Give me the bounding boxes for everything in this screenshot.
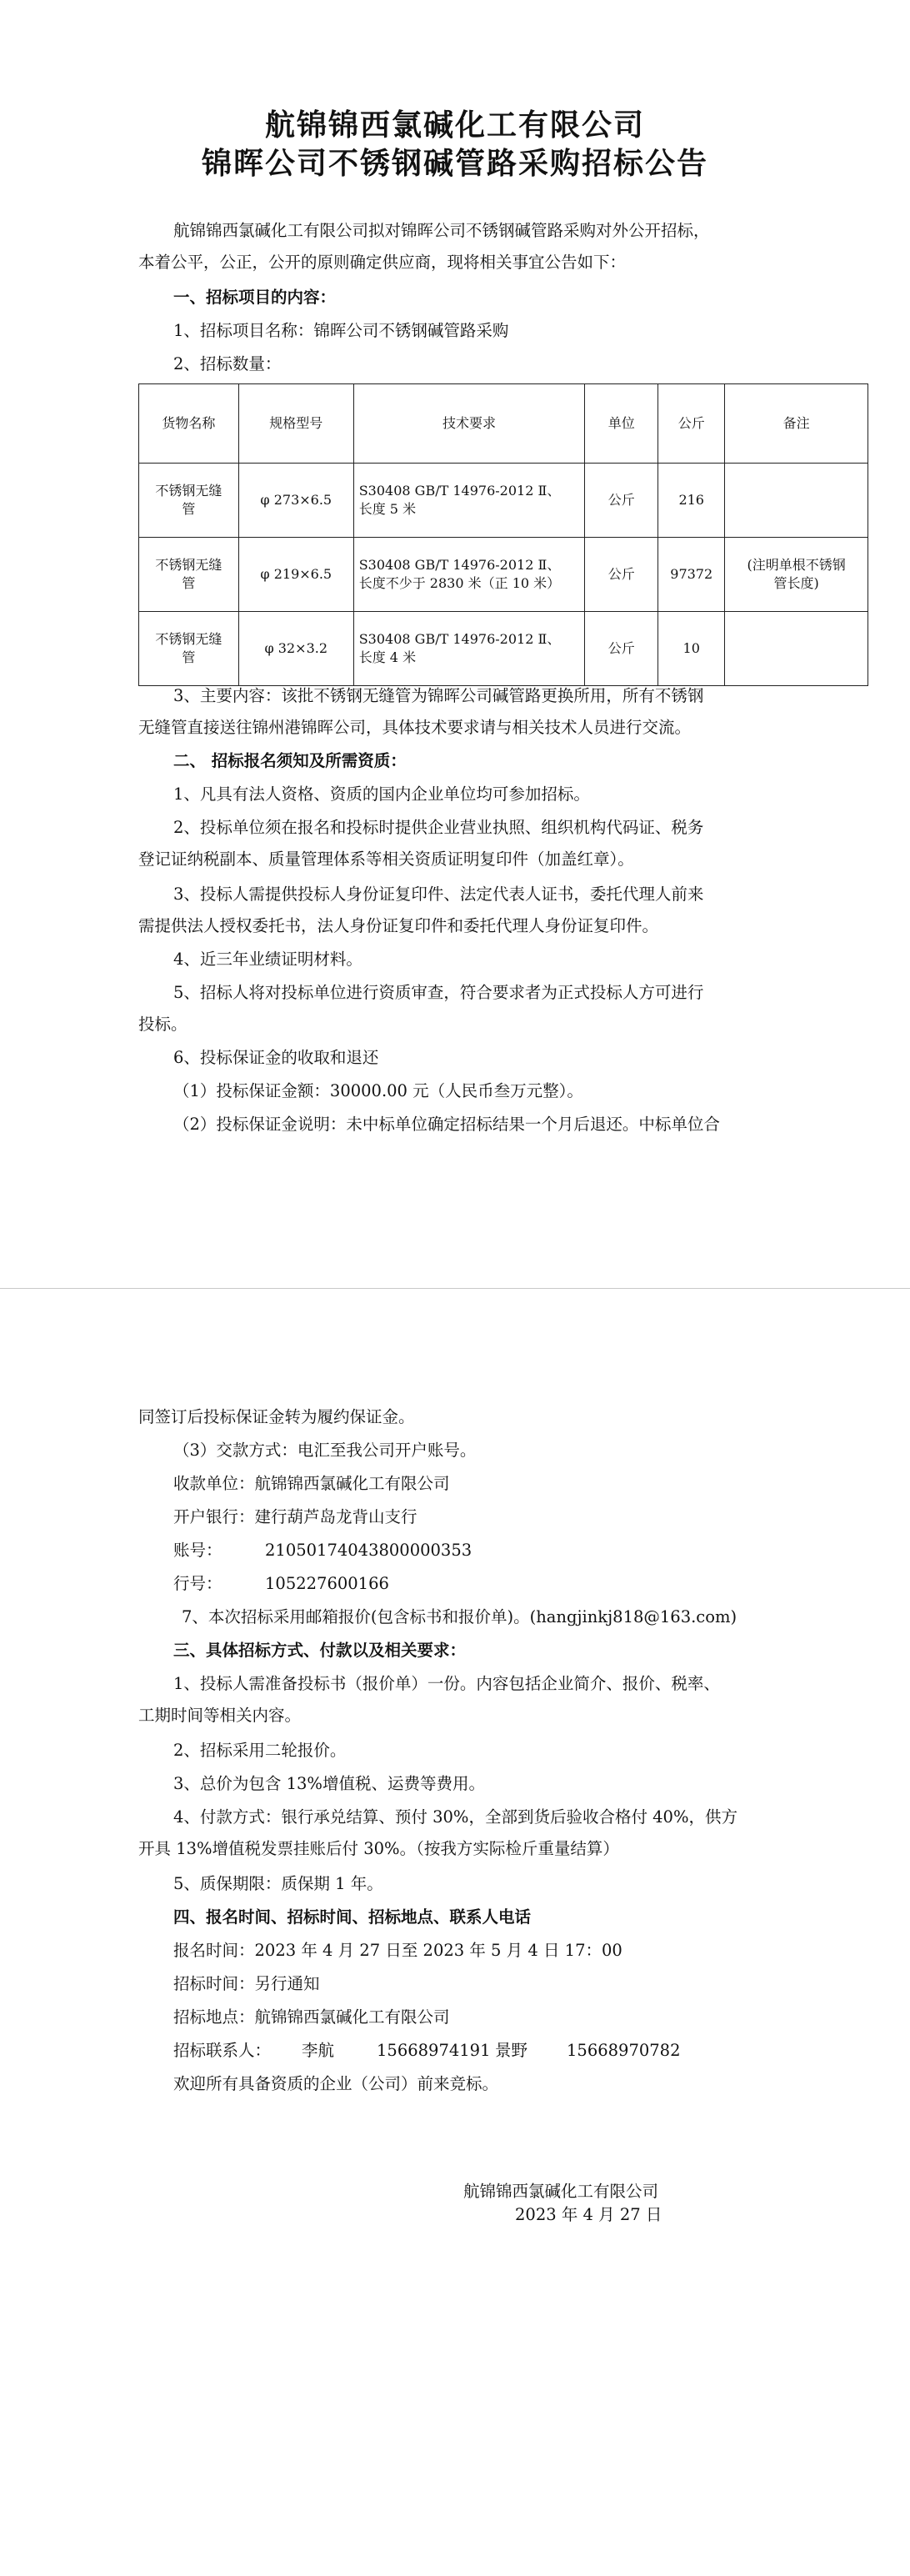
section-1-item-1: 1、招标项目名称：锦晖公司不锈钢碱管路采购	[173, 321, 509, 340]
deposit-note-line-1: （2）投标保证金说明：未中标单位确定招标结果一个月后退还。中标单位合	[173, 1115, 720, 1134]
remark-cell	[725, 612, 868, 686]
section-2-item-3-line-1: 3、投标人需提供投标人身份证复印件、法定代表人证书，委托代理人前来	[173, 885, 704, 904]
unit-cell: 公斤	[585, 612, 658, 686]
goods-name-cell: 不锈钢无缝 管	[139, 464, 239, 538]
section-3-item-2: 2、招标采用二轮报价。	[173, 1741, 347, 1760]
table-header-cell: 备注	[725, 384, 868, 464]
goods-name-cell: 不锈钢无缝 管	[139, 538, 239, 612]
section-2-item-7: 7、本次招标采用邮箱报价(包含标书和报价单)。(hangjinkj818@163.com)	[182, 1607, 738, 1626]
welcome-line: 欢迎所有具备资质的企业（公司）前来竞标。	[173, 2074, 499, 2093]
section-2-item-2-line-2: 登记证纳税副本、质量管理体系等相关资质证明复印件（加盖红章）。	[138, 849, 634, 869]
title-notice: 锦晖公司不锈钢碱管路采购招标公告	[201, 147, 708, 181]
section-3-heading: 三、具体招标方式、付款以及相关要求：	[173, 1641, 467, 1660]
intro-line-1: 航锦锦西氯碱化工有限公司拟对锦晖公司不锈钢碱管路采购对外公开招标，	[173, 221, 710, 240]
deposit-note-line-2: 同签订后投标保证金转为履约保证金。	[138, 1407, 415, 1426]
signature-date: 2023 年 4 月 27 日	[515, 2205, 662, 2224]
procurement-table	[138, 383, 868, 686]
contact-label: 招标联系人：	[173, 2041, 272, 2060]
section-2-item-6: 6、投标保证金的收取和退还	[173, 1048, 379, 1067]
table-row	[139, 612, 868, 686]
signature-company: 航锦锦西氯碱化工有限公司	[463, 2182, 659, 2201]
section-1-heading: 一、招标项目的内容：	[173, 288, 337, 307]
section-2-item-2-line-1: 2、投标单位须在报名和投标时提供企业营业执照、组织机构代码证、税务	[173, 818, 704, 837]
section-1-item-3-line-1: 3、主要内容：该批不锈钢无缝管为锦晖公司碱管路更换所用，所有不锈钢	[173, 686, 704, 705]
registration-time: 报名时间：2023 年 4 月 27 日至 2023 年 5 月 4 日 17：00	[173, 1941, 622, 1960]
payee: 收款单位：航锦锦西氯碱化工有限公司	[173, 1474, 450, 1493]
payment-method: （3）交款方式：电汇至我公司开户账号。	[173, 1441, 477, 1460]
qty-cell: 216	[658, 464, 725, 538]
tech-cell: S30408 GB/T 14976-2012 Ⅱ、 长度 5 米	[353, 464, 585, 538]
title-company: 航锦锦西氯碱化工有限公司	[264, 108, 645, 143]
spec-cell: φ 32×3.2	[238, 612, 353, 686]
section-2-item-3-line-2: 需提供法人授权委托书，法人身份证复印件和委托代理人身份证复印件。	[138, 916, 659, 935]
section-2-heading: 二、 招标报名须知及所需资质：	[173, 751, 407, 770]
table-row	[139, 538, 868, 612]
table-header-cell: 单位	[585, 384, 658, 464]
qty-cell: 97372	[658, 538, 725, 612]
section-2-item-5-line-1: 5、招标人将对投标单位进行资质审查，符合要求者为正式投标人方可进行	[173, 983, 704, 1002]
page-2	[0, 1288, 910, 2576]
section-3-item-5: 5、质保期限：质保期 1 年。	[173, 1874, 383, 1893]
section-4-heading: 四、报名时间、招标时间、招标地点、联系人电话	[173, 1907, 532, 1927]
table-header-cell: 技术要求	[353, 384, 585, 464]
deposit-amount: （1）投标保证金额：30000.00 元（人民币叁万元整）。	[173, 1081, 583, 1100]
remark-cell: (注明单根不锈钢 管长度)	[725, 538, 868, 612]
table-header-row	[139, 384, 868, 464]
account-number: 21050174043800000353	[265, 1541, 472, 1560]
table-row	[139, 464, 868, 538]
unit-cell: 公斤	[585, 538, 658, 612]
section-2-item-5-line-2: 投标。	[138, 1015, 188, 1034]
section-3-item-1-line-2: 工期时间等相关内容。	[138, 1706, 302, 1725]
section-3-item-3: 3、总价为包含 13%增值税、运费等费用。	[173, 1774, 485, 1793]
contact-1-phone: 15668974191	[377, 2041, 491, 2060]
unit-cell: 公斤	[585, 464, 658, 538]
remark-cell	[725, 464, 868, 538]
bank-no-label: 行号：	[173, 1574, 222, 1593]
bank: 开户银行：建行葫芦岛龙背山支行	[173, 1507, 418, 1526]
contact-2-name: 景野	[495, 2041, 528, 2060]
contact-1-name: 李航	[302, 2041, 335, 2060]
section-3-item-4-line-2: 开具 13%增值税发票挂账后付 30%。（按我方实际检斤重量结算）	[138, 1839, 619, 1858]
bid-time: 招标时间：另行通知	[173, 1974, 320, 1993]
spec-cell: φ 219×6.5	[238, 538, 353, 612]
bid-place: 招标地点：航锦锦西氯碱化工有限公司	[173, 2007, 450, 2027]
table-header-cell: 公斤	[658, 384, 725, 464]
account-label: 账号：	[173, 1541, 222, 1560]
section-2-item-4: 4、近三年业绩证明材料。	[173, 950, 362, 969]
tech-cell: S30408 GB/T 14976-2012 Ⅱ、 长度 4 米	[353, 612, 585, 686]
intro-line-2: 本着公平，公正，公开的原则确定供应商，现将相关事宜公告如下：	[138, 253, 627, 272]
contact-2-phone: 15668970782	[567, 2041, 681, 2060]
bank-number: 105227600166	[265, 1574, 389, 1593]
tech-cell: S30408 GB/T 14976-2012 Ⅱ、 长度不少于 2830 米（正 10 米）	[353, 538, 585, 612]
table-header-cell: 规格型号	[238, 384, 353, 464]
section-1-item-3-line-2: 无缝管直接送往锦州港锦晖公司，具体技术要求请与相关技术人员进行交流。	[138, 718, 692, 737]
spec-cell: φ 273×6.5	[238, 464, 353, 538]
section-3-item-1-line-1: 1、投标人需准备投标书（报价单）一份。内容包括企业简介、报价、税率、	[173, 1674, 720, 1693]
section-2-item-1: 1、凡具有法人资格、资质的国内企业单位均可参加招标。	[173, 784, 590, 804]
table-header-cell: 货物名称	[139, 384, 239, 464]
section-3-item-4-line-1: 4、付款方式：银行承兑结算、预付 30%，全部到货后验收合格付 40%，供方	[173, 1807, 738, 1827]
section-1-item-2: 2、招标数量：	[173, 354, 282, 373]
qty-cell: 10	[658, 612, 725, 686]
goods-name-cell: 不锈钢无缝 管	[139, 612, 239, 686]
